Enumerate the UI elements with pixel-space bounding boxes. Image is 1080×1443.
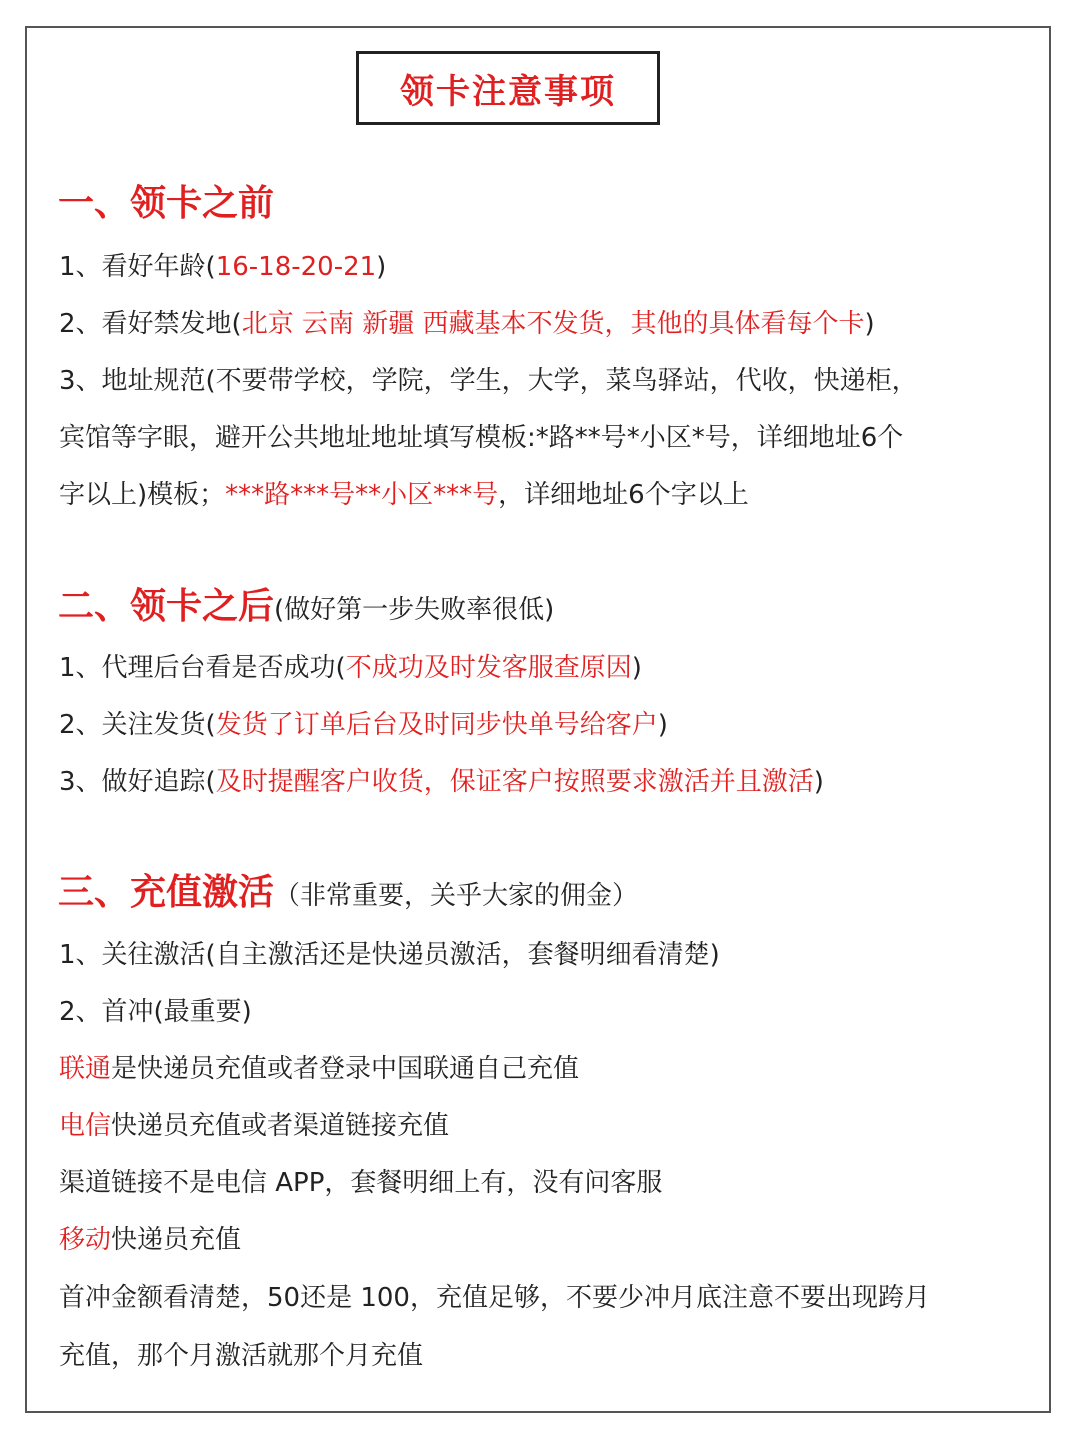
- highlight-text: 电信: [59, 1111, 112, 1141]
- text: 2、首冲(最重要): [59, 997, 252, 1027]
- page-title: 领卡注意事项: [400, 71, 616, 112]
- section-1-line-1: [59, 249, 386, 285]
- section-heading-3-title: 三、充值激活: [58, 872, 275, 913]
- section-3-line-3: [59, 1051, 579, 1087]
- section-heading-3-sub: （非常重要，关乎大家的佣金）: [274, 881, 639, 911]
- highlight-text: 移动: [59, 1225, 112, 1255]
- section-heading-2: [58, 584, 554, 636]
- text: 宾馆等字眼，避开公共地址地址填写模板:*路**号*小区*号，详细地址6个: [59, 423, 904, 453]
- section-heading-1: [58, 181, 274, 233]
- section-3-line-5: [59, 1165, 662, 1201]
- highlight-text: 北京 云南 新疆 西藏基本不发货，其他的具体看每个卡: [241, 309, 865, 339]
- text: 3、地址规范(不要带学校，学院，学生，大学，菜鸟驿站，代收，快递柜，: [59, 366, 918, 396]
- section-3-line-8: [59, 1338, 423, 1374]
- section-3-line-7: [59, 1280, 930, 1316]
- section-heading-1-title: 一、领卡之前: [58, 183, 275, 224]
- highlight-text: 不成功及时发客服查原因: [345, 653, 632, 683]
- highlight-text: ***路***号**小区***号: [225, 480, 499, 510]
- text: 字以上)模板；: [59, 480, 226, 510]
- text: 2、关注发货(: [59, 710, 216, 740]
- section-3-line-6: [59, 1222, 241, 1258]
- section-1-line-4: [59, 420, 903, 456]
- section-3-line-4: [59, 1108, 449, 1144]
- text: 3、做好追踪(: [59, 767, 216, 797]
- text: 1、看好年龄(: [59, 252, 216, 282]
- text: 首冲金额看清楚，50还是 100，充值足够，不要少冲月底注意不要出现跨月: [59, 1283, 930, 1313]
- text: ): [631, 653, 642, 683]
- text: ): [376, 252, 387, 282]
- text: ): [864, 309, 875, 339]
- title-box: [356, 51, 660, 125]
- section-2-line-1: [59, 650, 642, 686]
- section-2-line-3: [59, 764, 824, 800]
- text: 1、关往激活(自主激活还是快递员激活，套餐明细看清楚): [59, 940, 720, 970]
- text: 快递员充值: [111, 1225, 242, 1255]
- section-1-line-2: [59, 306, 875, 342]
- highlight-text: 发货了订单后台及时同步快单号给客户: [215, 710, 658, 740]
- section-heading-3: [58, 870, 638, 922]
- section-3-line-1: [59, 937, 720, 973]
- section-1-line-5: [59, 477, 749, 513]
- section-heading-2-sub: (做好第一步失败率很低): [274, 595, 555, 625]
- section-heading-2-title: 二、领卡之后: [58, 586, 275, 627]
- text: 渠道链接不是电信 APP，套餐明细上有，没有问客服: [59, 1168, 663, 1198]
- highlight-text: 16-18-20-21: [215, 252, 377, 282]
- highlight-text: 联通: [59, 1054, 112, 1084]
- text: 2、看好禁发地(: [59, 309, 242, 339]
- section-3-line-2: [59, 994, 252, 1030]
- text: ): [813, 767, 824, 797]
- section-1-line-3: [59, 363, 918, 399]
- text: 充值，那个月激活就那个月充值: [59, 1341, 424, 1371]
- text: ): [657, 710, 668, 740]
- section-2-line-2: [59, 707, 668, 743]
- text: 1、代理后台看是否成功(: [59, 653, 346, 683]
- text: 是快递员充值或者登录中国联通自己充值: [111, 1054, 580, 1084]
- text: ，详细地址6个字以上: [498, 480, 749, 510]
- highlight-text: 及时提醒客户收货，保证客户按照要求激活并且激活: [215, 767, 814, 797]
- text: 快递员充值或者渠道链接充值: [111, 1111, 450, 1141]
